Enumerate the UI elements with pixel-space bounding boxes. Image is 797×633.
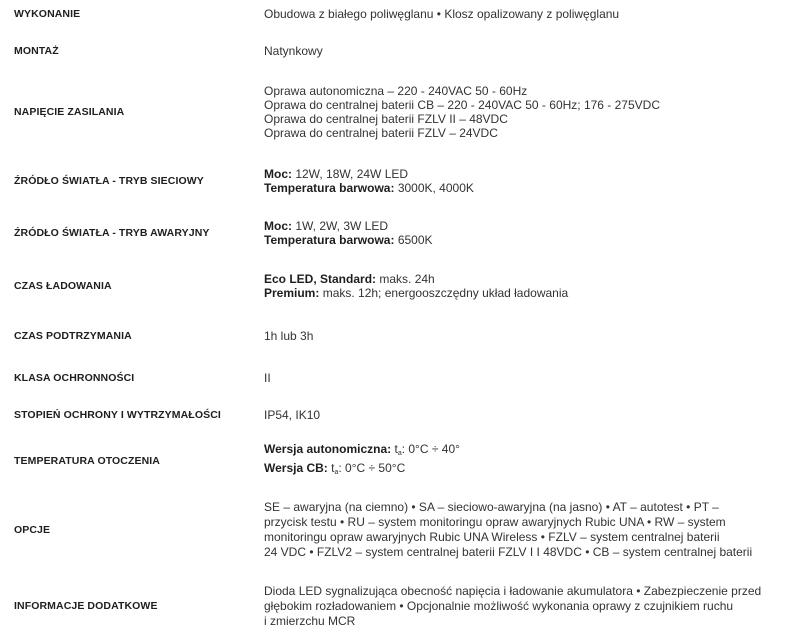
spec-row-klasa xyxy=(0,368,797,388)
spec-row-czas-ladowania xyxy=(0,271,797,301)
spec-value-line: głębokim rozładowaniem • Opcjonalnie możliwość wykonania oprawy z czujnikiem ruchu xyxy=(264,598,734,613)
spec-value-line xyxy=(264,233,797,247)
power-label: Moc: xyxy=(264,167,292,181)
temp-subscript: a xyxy=(334,469,339,476)
spec-value-line xyxy=(264,167,797,181)
spec-label: STOPIEŃ OCHRONY I WYTRZYMAŁOŚCI xyxy=(14,409,221,421)
spec-row-czas-podtrzymania xyxy=(0,326,797,346)
spec-row-wykonanie xyxy=(0,4,797,24)
spec-row-zrodlo-sieciowy xyxy=(0,166,797,196)
spec-value: IP54, IK10 xyxy=(264,408,321,422)
spec-value-line: przycisk testu • RU – system monitoringu opraw awaryjnych Rubic UNA • RW – system xyxy=(264,515,726,529)
temp-subscript: a xyxy=(397,450,402,457)
spec-value xyxy=(264,584,797,629)
spec-value-line xyxy=(264,286,797,300)
power-label: Moc: xyxy=(264,219,292,233)
spec-value-line: Oprawa do centralnej baterii FZLV II – 48VDC xyxy=(264,112,508,126)
spec-value-line xyxy=(264,181,797,195)
spec-value-line: Oprawa autonomiczna – 220 - 240VAC 50 - 60Hz xyxy=(264,84,528,98)
spec-value xyxy=(264,272,797,300)
power-value: 12W, 18W, 24W LED xyxy=(292,167,409,181)
color-temp-label: Temperatura barwowa: xyxy=(264,181,395,195)
spec-value-line: Oprawa do centralnej baterii FZLV – 24VDC xyxy=(264,126,498,140)
spec-row-stopien xyxy=(0,405,797,425)
spec-label: OPCJE xyxy=(14,524,51,536)
spec-label: MONTAŻ xyxy=(14,45,59,57)
spec-value-line xyxy=(264,461,797,480)
color-temp-label: Temperatura barwowa: xyxy=(264,233,395,247)
spec-value-line: 24 VDC • FZLV2 – system centralnej baterii FZLV I I 48VDC • CB – system centralnej baterii xyxy=(264,545,753,559)
spec-value xyxy=(264,84,797,140)
version-label: Wersja autonomiczna: xyxy=(264,442,392,456)
temp-symbol: t xyxy=(391,442,398,456)
spec-value-line xyxy=(264,442,797,461)
spec-value xyxy=(264,500,797,560)
charge-variant-value: maks. 24h xyxy=(376,272,435,286)
charge-variant-label: Eco LED, Standard: xyxy=(264,272,377,286)
spec-value xyxy=(264,167,797,195)
spec-row-montaz xyxy=(0,41,797,61)
spec-row-temperatura xyxy=(0,442,797,476)
spec-label: CZAS PODTRZYMANIA xyxy=(14,330,132,342)
version-label: Wersja CB: xyxy=(264,461,328,475)
color-temp-value: 6500K xyxy=(394,233,433,247)
spec-value-line: SE – awaryjna (na ciemno) • SA – sieciowo-awaryjna (na jasno) • AT – autotest • PT – xyxy=(264,500,719,514)
spec-label: TEMPERATURA OTOCZENIA xyxy=(14,455,160,467)
spec-value: Natynkowy xyxy=(264,44,323,58)
charge-variant-value: maks. 12h; energooszczędny układ ładowania xyxy=(319,286,569,300)
spec-value-line xyxy=(264,272,797,286)
spec-row-napiecie xyxy=(0,82,797,142)
spec-label: ŹRÓDŁO ŚWIATŁA - TRYB SIECIOWY xyxy=(14,175,204,187)
spec-value: II xyxy=(264,371,271,385)
temp-symbol: t xyxy=(327,461,335,475)
spec-label: INFORMACJE DODATKOWE xyxy=(14,600,158,612)
spec-value-line: Oprawa do centralnej baterii CB – 220 - 240VAC 50 - 60Hz; 176 - 275VDC xyxy=(264,98,660,112)
spec-value xyxy=(264,219,797,247)
temp-range: : 0°C ÷ 40° xyxy=(401,442,460,456)
spec-value-line: i zmierzchu MCR xyxy=(264,613,356,628)
power-value: 1W, 2W, 3W LED xyxy=(292,219,389,233)
spec-label: WYKONANIE xyxy=(14,8,81,20)
spec-value-line: Dioda LED sygnalizująca obecność napięcia i ładowanie akumulatora • Zabezpieczenie przed xyxy=(264,583,762,598)
color-temp-value: 3000K, 4000K xyxy=(394,181,474,195)
spec-value-line xyxy=(264,219,797,233)
charge-variant-label: Premium: xyxy=(264,286,320,300)
spec-row-opcje xyxy=(0,499,797,561)
spec-value xyxy=(264,442,797,480)
spec-value: Obudowa z białego poliwęglanu • Klosz opalizowany z poliwęglanu xyxy=(264,7,620,21)
spec-row-informacje xyxy=(0,583,797,629)
spec-value: 1h lub 3h xyxy=(264,329,314,343)
spec-row-zrodlo-awaryjny xyxy=(0,218,797,248)
temp-range: : 0°C ÷ 50°C xyxy=(338,461,406,475)
spec-value-line: monitoringu opraw awaryjnych Rubic UNA Wireless • FZLV – system centralnej baterii xyxy=(264,530,720,544)
spec-label: KLASA OCHRONNOŚCI xyxy=(14,372,135,384)
spec-label: ŹRÓDŁO ŚWIATŁA - TRYB AWARYJNY xyxy=(14,227,210,239)
spec-label: CZAS ŁADOWANIA xyxy=(14,280,112,292)
spec-label: NAPIĘCIE ZASILANIA xyxy=(14,106,125,118)
